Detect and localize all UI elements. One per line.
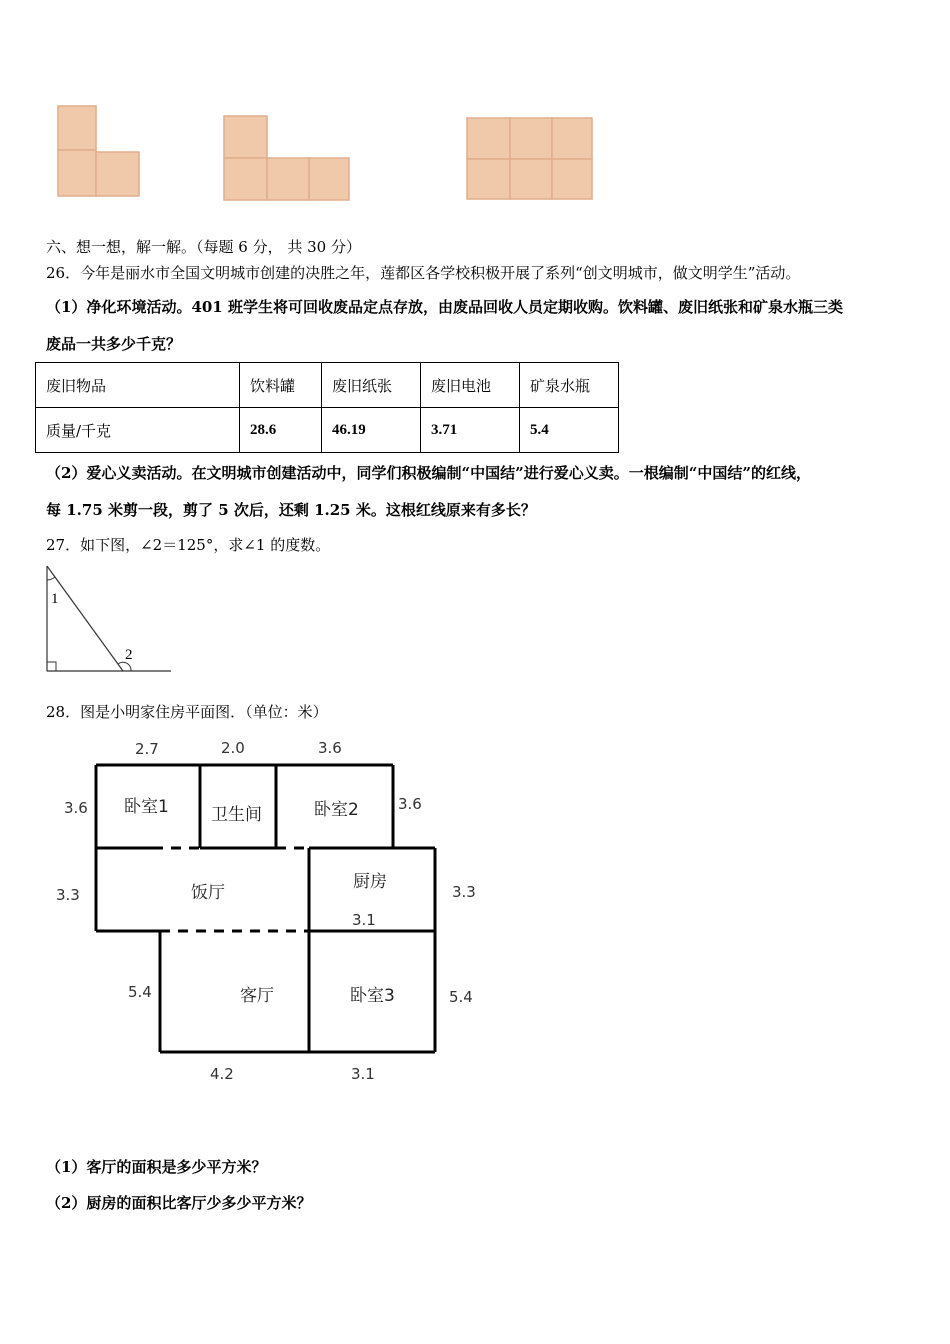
table-cell: 3.71 xyxy=(421,408,520,453)
room-dining: 饭厅 xyxy=(191,883,225,903)
dim-bottom-2: 3.1 xyxy=(351,1065,375,1083)
q26-part2-line2: 每 1.75 米剪一段，剪了 5 次后，还剩 1.25 米。这根红线原来有多长？ xyxy=(46,501,536,519)
q26-part1-line2: 废品一共多少千克？ xyxy=(46,335,182,353)
dim-right-mid: 3.3 xyxy=(452,883,476,901)
table-header-cell: 矿泉水瓶 xyxy=(520,363,619,408)
room-bathroom: 卫生间 xyxy=(211,805,262,825)
q28-stem: 28．图是小明家住房平面图．（单位：米） xyxy=(46,703,328,721)
table-cell: 质量/千克 xyxy=(36,408,240,453)
q27-stem: 27．如下图，∠2＝125°，求∠1 的度数。 xyxy=(46,536,331,554)
room-bedroom1: 卧室1 xyxy=(124,797,169,817)
dim-top-2: 2.0 xyxy=(221,739,245,757)
table-header-cell: 废旧物品 xyxy=(36,363,240,408)
dim-left-bottom: 5.4 xyxy=(128,983,152,1001)
room-kitchen: 厨房 xyxy=(353,872,387,892)
q28-part1: （1）客厅的面积是多少平方米？ xyxy=(46,1158,267,1176)
q28-part2: （2）厨房的面积比客厅少多少平方米？ xyxy=(46,1194,312,1212)
angle1-label: 1 xyxy=(51,591,59,607)
dim-inner: 3.1 xyxy=(352,911,376,929)
table-header-cell: 废旧电池 xyxy=(421,363,520,408)
dim-top-3: 3.6 xyxy=(318,739,342,757)
room-bedroom2: 卧室2 xyxy=(314,800,359,820)
dim-left-top: 3.6 xyxy=(64,799,88,817)
room-bedroom3: 卧室3 xyxy=(350,986,395,1006)
dim-bottom-1: 4.2 xyxy=(210,1065,234,1083)
dim-right-bottom: 5.4 xyxy=(449,988,473,1006)
dim-top-1: 2.7 xyxy=(135,740,159,758)
dim-right-top: 3.6 xyxy=(398,795,422,813)
q26-part1-line1: （1）净化环境活动。401 班学生将可回收废品定点存放，由废品回收人员定期收购。饮料罐、废旧纸张和矿泉水瓶三类 xyxy=(46,298,843,316)
table-cell: 28.6 xyxy=(240,408,322,453)
q26-part2-line1: （2）爱心义卖活动。在文明城市创建活动中，同学们积极编制“中国结”进行爱心义卖。一根编制“中国结”的红线， xyxy=(46,464,811,482)
table-header-cell: 废旧纸张 xyxy=(322,363,421,408)
table-header-cell: 饮料罐 xyxy=(240,363,322,408)
dim-left-mid: 3.3 xyxy=(56,886,80,904)
angle2-label: 2 xyxy=(125,647,133,663)
section-heading: 六、想一想，解一解。（每题 6 分， 共 30 分） xyxy=(46,238,361,256)
q26-stem: 26．今年是丽水市全国文明城市创建的决胜之年，莲都区各学校积极开展了系列“创文明城市，做文明学生”活动。 xyxy=(46,264,801,282)
table-cell: 46.19 xyxy=(322,408,421,453)
room-living: 客厅 xyxy=(240,986,274,1006)
table-cell: 5.4 xyxy=(520,408,619,453)
